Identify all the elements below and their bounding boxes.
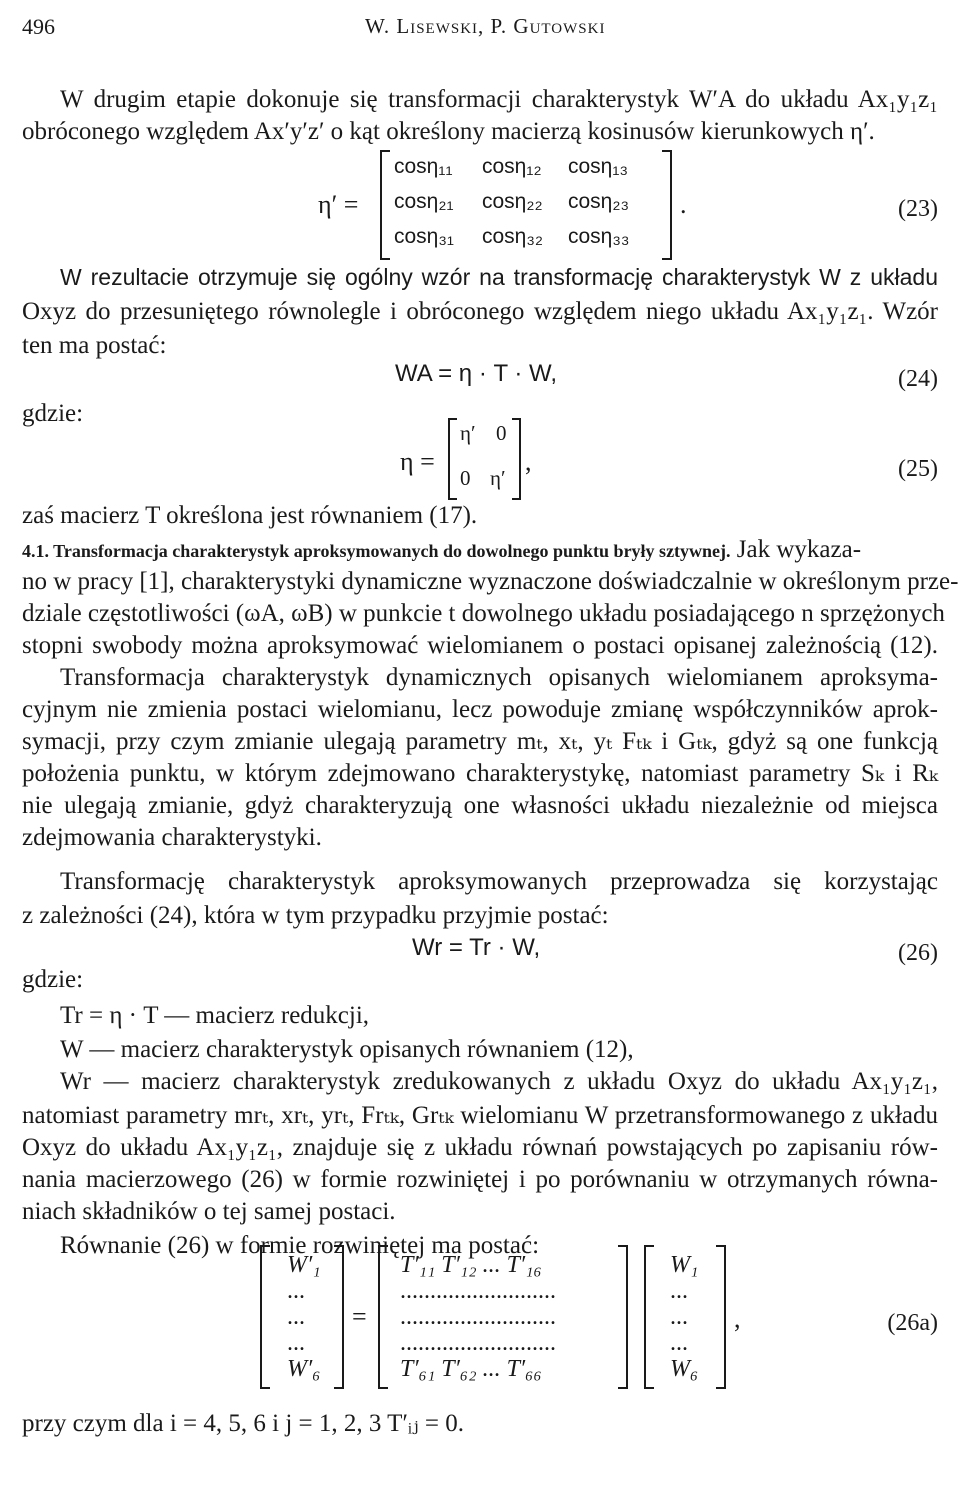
eq26a-matrix-bracket-r <box>618 1245 628 1389</box>
eq23-cell: cosη₃₂ <box>482 225 544 248</box>
para1-line-1: W drugim etapie dokonuje się transformacji charakterystyk W′A do układu Ax₁y₁z₁ <box>60 86 938 113</box>
eq25-cell: η′ <box>460 421 476 445</box>
eq25-cell: 0 <box>460 466 471 490</box>
eq26a-matrix-row: T′₆₁ T′₆₂ ... T′₆₆ <box>400 1356 542 1382</box>
eq26a-matrix-row: .......................... <box>400 1304 556 1330</box>
para4-line-3: symacji, przy czym zmianie ulegają parametry mₜ, xₜ, yₜ Fₜₖ i Gₜₖ, gdyż są one funkcją <box>22 728 938 755</box>
para4-line-2: cyjnym nie zmienia postaci wielomianu, lecz powoduje zmianę współczynników aprok- <box>22 696 938 723</box>
eq26a-right-cell: W₆ <box>670 1356 699 1382</box>
eq26a-matrix-row: .......................... <box>400 1330 556 1356</box>
eq26a-matrix-row: .......................... <box>400 1278 556 1304</box>
def-line-2: W — macierz charakterystyk opisanych równaniem (12), <box>60 1036 634 1063</box>
para3-line-2: dziale częstotliwości (ωA, ωB) w punkcie t dowolnego układu posiadającego n sprzężonych <box>22 600 945 627</box>
def-line-1: Tr = η · T — macierz redukcji, <box>60 1002 370 1029</box>
eq26-number: (26) <box>898 940 938 966</box>
section-title: 4.1. Transformacja charakterystyk aproksymowanych do dowolnego punktu bryły sztywnej. <box>22 541 731 561</box>
eq26a-equals: = <box>352 1302 367 1331</box>
eq26a-left-cell: ... <box>287 1304 305 1330</box>
eq26a-left-cell: W′₆ <box>287 1356 321 1382</box>
para3-line-3: stopni swobody można aproksymować wielomianem o postaci opisanej zależnością (12). <box>22 632 938 659</box>
para2-line-2: Oxyz do przesuniętego równolegle i obróconego względem niego układu Ax₁y₁z₁. Wzór <box>22 298 938 325</box>
para3-line-1: no w pracy [1], charakterystyki dynamiczne wyznaczone doświadczalnie w określonym prze- <box>22 568 959 595</box>
eq23-left-bracket <box>380 150 390 260</box>
eq25-cell: η′ <box>490 466 506 490</box>
eq23-trail: . <box>680 190 687 219</box>
eq25-left-bracket <box>448 418 457 500</box>
eq23-cell: cosη₃₁ <box>394 225 454 248</box>
para6-line-4: niach składników o tej samej postaci. <box>22 1198 396 1225</box>
eq25-lhs: η = <box>400 447 435 476</box>
eq26a-left-vector-bracket-l <box>260 1245 270 1389</box>
eq26a-right-cell: ... <box>670 1278 688 1304</box>
eq25-trail: , <box>525 447 532 476</box>
eq26a-right-vector-bracket-l <box>644 1245 654 1389</box>
eq25-cell: 0 <box>496 421 507 445</box>
para6-line-2: Oxyz do układu Ax₁y₁z₁, znajduje się z układu równań powstających po zapisaniu rów- <box>22 1134 938 1161</box>
para4-line-6: zdejmowania charakterystyki. <box>22 824 322 851</box>
para1-line-2: obróconego względem Ax′y′z′ o kąt określony macierzą kosinusów kierunkowych η′. <box>22 118 875 145</box>
eq25-right-bracket <box>512 418 521 500</box>
eq23-number: (23) <box>898 196 938 222</box>
eq23-cell: cosη₁₃ <box>568 155 628 178</box>
eq23-lhs: η′ = <box>318 190 359 219</box>
eq23-right-bracket <box>662 150 672 260</box>
eq26a-right-cell: W₁ <box>670 1252 699 1278</box>
section-line <box>22 534 938 567</box>
eq24-number: (24) <box>898 366 938 392</box>
line-zas: zaś macierz T określona jest równaniem (17). <box>22 502 478 529</box>
para5-line-1: Transformację charakterystyk aproksymowanych przeprowadza się korzystając <box>60 868 938 895</box>
eq23-cell: cosη₂₃ <box>568 190 630 213</box>
para4-line-4: położenia punktu, w którym zdejmowano charakterystykę, natomiast parametry Sₖ i Rₖ <box>22 760 938 787</box>
eq23-cell: cosη₂₂ <box>482 190 543 213</box>
eq25-number: (25) <box>898 456 938 482</box>
eq26a-left-cell: ... <box>287 1278 305 1304</box>
eq26a-number: (26a) <box>887 1310 938 1336</box>
def-line-3: Wr — macierz charakterystyk zredukowanych z układu Oxyz do układu Ax₁y₁z₁, <box>60 1068 938 1095</box>
eq23-cell: cosη₁₁ <box>394 155 453 178</box>
eq26a-left-cell: W′₁ <box>287 1252 321 1278</box>
eq26: Wr = Tr · W, <box>412 934 541 961</box>
para4-line-5: nie ulegają zmianie, gdyż charakteryzują one własności układu niezależnie od miejsca <box>22 792 938 819</box>
page-number: 496 <box>22 14 55 39</box>
para4-line-1: Transformacja charakterystyk dynamicznych opisanych wielomianem aproksyma- <box>60 664 938 691</box>
para6-line-1: natomiast parametry mrₜ, xrₜ, yrₜ, Frₜₖ, Grₜₖ wielomianu W przetransformowanego z układu <box>22 1102 938 1129</box>
section-lead: Jak wykaza- <box>736 536 862 563</box>
eq26a-matrix-row: T′₁₁ T′₁₂ ... T′₁₆ <box>400 1252 542 1278</box>
eq26a-right-vector-bracket-r <box>716 1245 726 1389</box>
para6-line-3: nania macierzowego (26) w formie rozwiniętej i po porównaniu w otrzymanych równa- <box>22 1166 938 1193</box>
gdzie-label: gdzie: <box>22 400 84 427</box>
para7: Równanie (26) w formie rozwiniętej ma postać: <box>60 1232 540 1259</box>
running-header: W. Lisewski, P. Gutowski <box>365 14 606 38</box>
eq26a-matrix-bracket-l <box>378 1245 388 1389</box>
last-line: przy czym dla i = 4, 5, 6 i j = 1, 2, 3 T′ᵢⱼ = 0. <box>22 1410 464 1437</box>
para2-line-1: W rezultacie otrzymuje się ogólny wzór na transformację charakterystyk W z układu <box>60 264 938 290</box>
para2-line-3: ten ma postać: <box>22 332 167 359</box>
eq26a-trail: , <box>734 1304 741 1333</box>
para5-line-2: z zależności (24), która w tym przypadku przyjmie postać: <box>22 902 609 929</box>
eq26a-left-vector-bracket-r <box>334 1245 344 1389</box>
eq26a-left-cell: ... <box>287 1330 305 1356</box>
eq26a-right-cell: ... <box>670 1304 688 1330</box>
eq23-cell: cosη₃₃ <box>568 225 630 248</box>
eq26a-right-cell: ... <box>670 1330 688 1356</box>
eq23-cell: cosη₁₂ <box>482 155 542 178</box>
eq24: WA = η · T · W, <box>395 360 558 387</box>
gdzie-label-2: gdzie: <box>22 966 84 993</box>
eq23-cell: cosη₂₁ <box>394 190 454 213</box>
